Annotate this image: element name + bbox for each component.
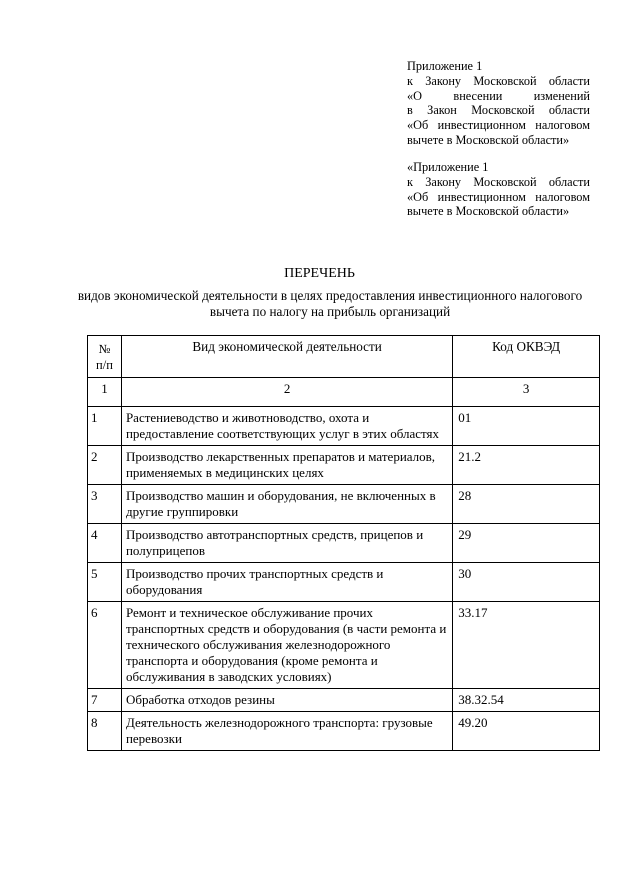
row-number: 1 [88,407,122,446]
column-number: 3 [453,378,600,407]
row-number: 8 [88,712,122,751]
row-activity: Ремонт и техническое обслуживание прочих транспортных средств и оборудования (в части ремонта и технического обслуживания железнодорожного транспорта и оборудования (кроме ремонта и обслуживания в заводских условиях) [121,602,452,689]
row-code: 29 [453,524,600,563]
row-code: 01 [453,407,600,446]
row-code: 28 [453,485,600,524]
table-row [88,563,600,602]
table-row [88,446,600,485]
row-number: 6 [88,602,122,689]
annex-line: к Закону Московской области [407,73,590,88]
table-header-row [88,336,600,378]
header-code: Код ОКВЭД [453,336,600,378]
table-row [88,407,600,446]
row-number: 3 [88,485,122,524]
row-number: 2 [88,446,122,485]
annex-line: Приложение 1 [407,59,483,73]
document-subtitle: видов экономической деятельности в целях предоставления инвестиционного налогового вычета по налогу на прибыль организаций [77,288,583,319]
row-activity: Обработка отходов резины [121,689,452,712]
column-number-row [88,378,600,407]
annex-line: к Закону Московской области [407,174,590,189]
document-title: ПЕРЕЧЕНЬ [284,266,355,281]
annex-line: «Приложение 1 [407,160,489,174]
table-row [88,524,600,563]
row-number: 4 [88,524,122,563]
table-row [88,689,600,712]
annex-header-block [407,59,590,148]
row-activity: Растениеводство и животноводство, охота и предоставление соответствующих услуг в этих областях [121,407,452,446]
row-activity: Производство автотранспортных средств, прицепов и полуприцепов [121,524,452,563]
row-number: 7 [88,689,122,712]
header-number: № п/п [88,336,122,378]
row-code: 21.2 [453,446,600,485]
table-row [88,602,600,689]
row-code: 49.20 [453,712,600,751]
row-number: 5 [88,563,122,602]
row-code: 33.17 [453,602,600,689]
annex-line: вычете в Московской области» [407,132,570,147]
row-code: 30 [453,563,600,602]
annex-line: «О внесении изменений [407,88,590,103]
column-number: 1 [88,378,122,407]
annex-line: в Закон Московской области [407,103,590,118]
row-activity: Производство машин и оборудования, не включенных в другие группировки [121,485,452,524]
row-code: 38.32.54 [453,689,600,712]
header-activity: Вид экономической деятельности [121,336,452,378]
annex-line: «Об инвестиционном налоговом [407,118,590,133]
activity-table [87,335,600,751]
annex-header-block-quoted [407,160,590,219]
column-number: 2 [121,378,452,407]
annex-line: вычете в Московской области» [407,204,570,219]
table-row [88,485,600,524]
row-activity: Производство лекарственных препаратов и материалов, применяемых в медицинских целях [121,446,452,485]
row-activity: Производство прочих транспортных средств и оборудования [121,563,452,602]
annex-line: «Об инвестиционном налоговом [407,189,590,204]
row-activity: Деятельность железнодорожного транспорта: грузовые перевозки [121,712,452,751]
table-row [88,712,600,751]
